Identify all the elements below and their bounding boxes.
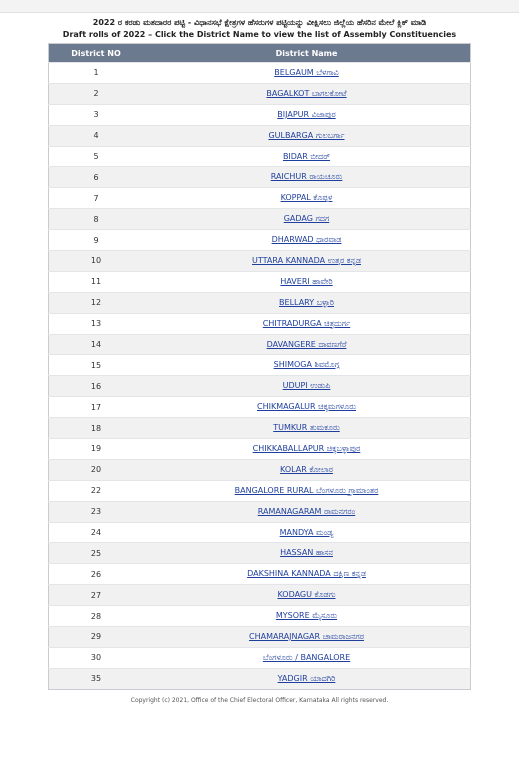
table-row [49, 104, 471, 125]
table-row [49, 251, 471, 272]
district-name-cell [143, 647, 471, 668]
district-name-cell [143, 459, 471, 480]
top-bar [0, 0, 519, 13]
table-row [49, 522, 471, 543]
district-link[interactable]: MANDYA ಮಂಡ್ಯ [279, 527, 334, 537]
page-title-kannada: 2022 ರ ಕರಡು ಮತದಾರರ ಪಟ್ಟಿ - ವಿಧಾನಸಭೆ ಕ್ಷೇತ್ರಗಳ ಹೆಸರುಗಳ ಪಟ್ಟಿಯನ್ನು ವೀಕ್ಷಿಸಲು ಜಿಲ್ಲೆಯ ಹೆಸರಿನ ಮೇಲೆ ಕ್ಲಿಕ್ ಮಾಡಿ [92, 18, 427, 27]
table-row [49, 146, 471, 167]
district-number-cell: 24 [49, 522, 144, 543]
district-link[interactable]: CHAMARAJNAGAR ಚಾಮರಾಜನಗರ [249, 631, 364, 641]
district-number-cell: 2 [49, 83, 144, 104]
main-content [48, 17, 471, 704]
column-header-district-no: District NO [49, 44, 144, 63]
district-number-cell: 11 [49, 271, 144, 292]
district-number-cell: 9 [49, 230, 144, 251]
table-row [49, 501, 471, 522]
district-name-cell [143, 251, 471, 272]
district-number-cell: 12 [49, 292, 144, 313]
district-link[interactable]: UDUPI ಉಡುಪಿ [282, 381, 331, 391]
district-link[interactable]: DHARWAD ಧಾರವಾಡ [271, 235, 342, 245]
table-row [49, 647, 471, 668]
district-name-cell [143, 543, 471, 564]
district-number-cell: 6 [49, 167, 144, 188]
district-name-cell [143, 188, 471, 209]
district-name-cell [143, 83, 471, 104]
district-link[interactable]: KODAGU ಕೊಡಗು [277, 590, 336, 600]
district-link[interactable]: BIDAR ಬೀದರ್ [282, 151, 331, 161]
district-link[interactable]: RAICHUR ರಾಯಚೂರು [270, 172, 343, 182]
table-row [49, 376, 471, 397]
district-number-cell: 28 [49, 606, 144, 627]
district-number-cell: 19 [49, 439, 144, 460]
district-link[interactable]: CHIKKABALLAPUR ಚಿಕ್ಕಬಳ್ಳಾಪುರ [252, 443, 361, 453]
district-link[interactable]: BELGAUM ಬೆಳಗಾವಿ [274, 67, 339, 77]
footer-copyright: Copyright (c) 2021, Office of the Chief Electoral Officer, Karnataka All rights reserved. [130, 696, 389, 704]
district-name-cell [143, 418, 471, 439]
table-row [49, 606, 471, 627]
table-row [49, 63, 471, 84]
district-number-cell: 16 [49, 376, 144, 397]
table-row [49, 459, 471, 480]
district-name-cell [143, 606, 471, 627]
district-link[interactable]: BAGALKOT ಬಾಗಲಕೋಟೆ [266, 88, 347, 98]
table-row [49, 355, 471, 376]
district-number-cell: 30 [49, 647, 144, 668]
district-table [48, 43, 471, 690]
column-header-district-name: District Name [143, 44, 471, 63]
district-name-cell [143, 668, 471, 689]
table-row [49, 271, 471, 292]
district-link[interactable]: YADGIR ಯಾದಗಿರಿ [277, 673, 336, 683]
district-number-cell: 15 [49, 355, 144, 376]
table-row [49, 292, 471, 313]
table-row [49, 543, 471, 564]
table-row [49, 83, 471, 104]
table-row [49, 480, 471, 501]
table-row [49, 668, 471, 689]
district-link[interactable]: RAMANAGARAM ರಾಮನಗರಂ [257, 506, 356, 516]
district-link[interactable]: BELLARY ಬಳ್ಳಾರಿ [279, 297, 334, 307]
district-number-cell: 4 [49, 125, 144, 146]
district-name-cell [143, 501, 471, 522]
district-number-cell: 18 [49, 418, 144, 439]
district-name-cell [143, 104, 471, 125]
table-row [49, 564, 471, 585]
district-link[interactable]: HAVERI ಹಾವೇರಿ [280, 276, 333, 286]
district-number-cell: 29 [49, 627, 144, 648]
district-name-cell [143, 230, 471, 251]
district-link[interactable]: TUMKUR ತುಮಕೂರು [273, 423, 340, 433]
district-link[interactable]: BIJAPUR ವಿಜಾಪುರ [277, 109, 336, 119]
table-row [49, 418, 471, 439]
district-number-cell: 25 [49, 543, 144, 564]
district-number-cell: 5 [49, 146, 144, 167]
district-number-cell: 7 [49, 188, 144, 209]
table-row [49, 627, 471, 648]
district-number-cell: 8 [49, 209, 144, 230]
district-number-cell: 26 [49, 564, 144, 585]
district-number-cell: 10 [49, 251, 144, 272]
district-link[interactable]: GADAG ಗದಗ [283, 214, 330, 224]
district-name-cell [143, 125, 471, 146]
district-name-cell [143, 292, 471, 313]
district-number-cell: 35 [49, 668, 144, 689]
district-name-cell [143, 522, 471, 543]
district-name-cell [143, 564, 471, 585]
district-number-cell: 20 [49, 459, 144, 480]
district-name-cell [143, 313, 471, 334]
district-name-cell [143, 63, 471, 84]
table-row [49, 167, 471, 188]
district-name-cell [143, 439, 471, 460]
district-name-cell [143, 397, 471, 418]
table-row [49, 397, 471, 418]
district-link[interactable]: CHIKMAGALUR ಚಿಕ್ಕಮಗಳೂರು [256, 402, 357, 412]
district-link[interactable]: DAVANGERE ದಾವಣಗೆರೆ [266, 339, 347, 349]
district-name-cell [143, 167, 471, 188]
district-number-cell: 1 [49, 63, 144, 84]
district-link[interactable]: HASSAN ಹಾಸನ [280, 548, 333, 558]
table-row [49, 585, 471, 606]
table-row [49, 439, 471, 460]
table-row [49, 334, 471, 355]
district-link[interactable]: DAKSHINA KANNADA ದಕ್ಷಿಣ ಕನ್ನಡ [247, 569, 366, 579]
district-number-cell: 27 [49, 585, 144, 606]
district-link[interactable]: CHITRADURGA ಚಿತ್ರದುರ್ಗ [262, 318, 351, 328]
district-number-cell: 3 [49, 104, 144, 125]
table-row [49, 313, 471, 334]
district-number-cell: 17 [49, 397, 144, 418]
table-row [49, 188, 471, 209]
district-name-cell [143, 355, 471, 376]
district-name-cell [143, 271, 471, 292]
district-name-cell [143, 480, 471, 501]
district-name-cell [143, 334, 471, 355]
district-name-cell [143, 376, 471, 397]
table-row [49, 209, 471, 230]
district-number-cell: 14 [49, 334, 144, 355]
table-row [49, 125, 471, 146]
district-link[interactable]: KOLAR ಕೋಲಾರ [280, 464, 333, 474]
table-body [49, 63, 471, 690]
district-link[interactable]: KOPPAL ಕೊಪ್ಪಳ [280, 193, 333, 203]
district-number-cell: 13 [49, 313, 144, 334]
district-number-cell: 22 [49, 480, 144, 501]
table-row [49, 230, 471, 251]
district-link[interactable]: GULBARGA ಗುಲಬರ್ಗಾ [268, 130, 345, 140]
district-name-cell [143, 627, 471, 648]
page-title-english: Draft rolls of 2022 – Click the District Name to view the list of Assembly Constituencies [62, 30, 457, 39]
district-link[interactable]: ಬೆಂಗಳೂರು / BANGALORE [262, 652, 351, 662]
district-link[interactable]: UTTARA KANNADA ಉತ್ತರ ಕನ್ನಡ [252, 255, 361, 265]
table-header-row [49, 44, 471, 63]
district-name-cell [143, 585, 471, 606]
district-name-cell [143, 146, 471, 167]
district-link[interactable]: MYSORE ಮೈಸೂರು [275, 611, 338, 621]
district-link[interactable]: BANGALORE RURAL ಬೆಂಗಳೂರು ಗ್ರಾಮಾಂತರ [234, 485, 379, 495]
district-link[interactable]: SHIMOGA ಶಿವಮೊಗ್ಗ [273, 360, 340, 370]
district-number-cell: 23 [49, 501, 144, 522]
district-name-cell [143, 209, 471, 230]
